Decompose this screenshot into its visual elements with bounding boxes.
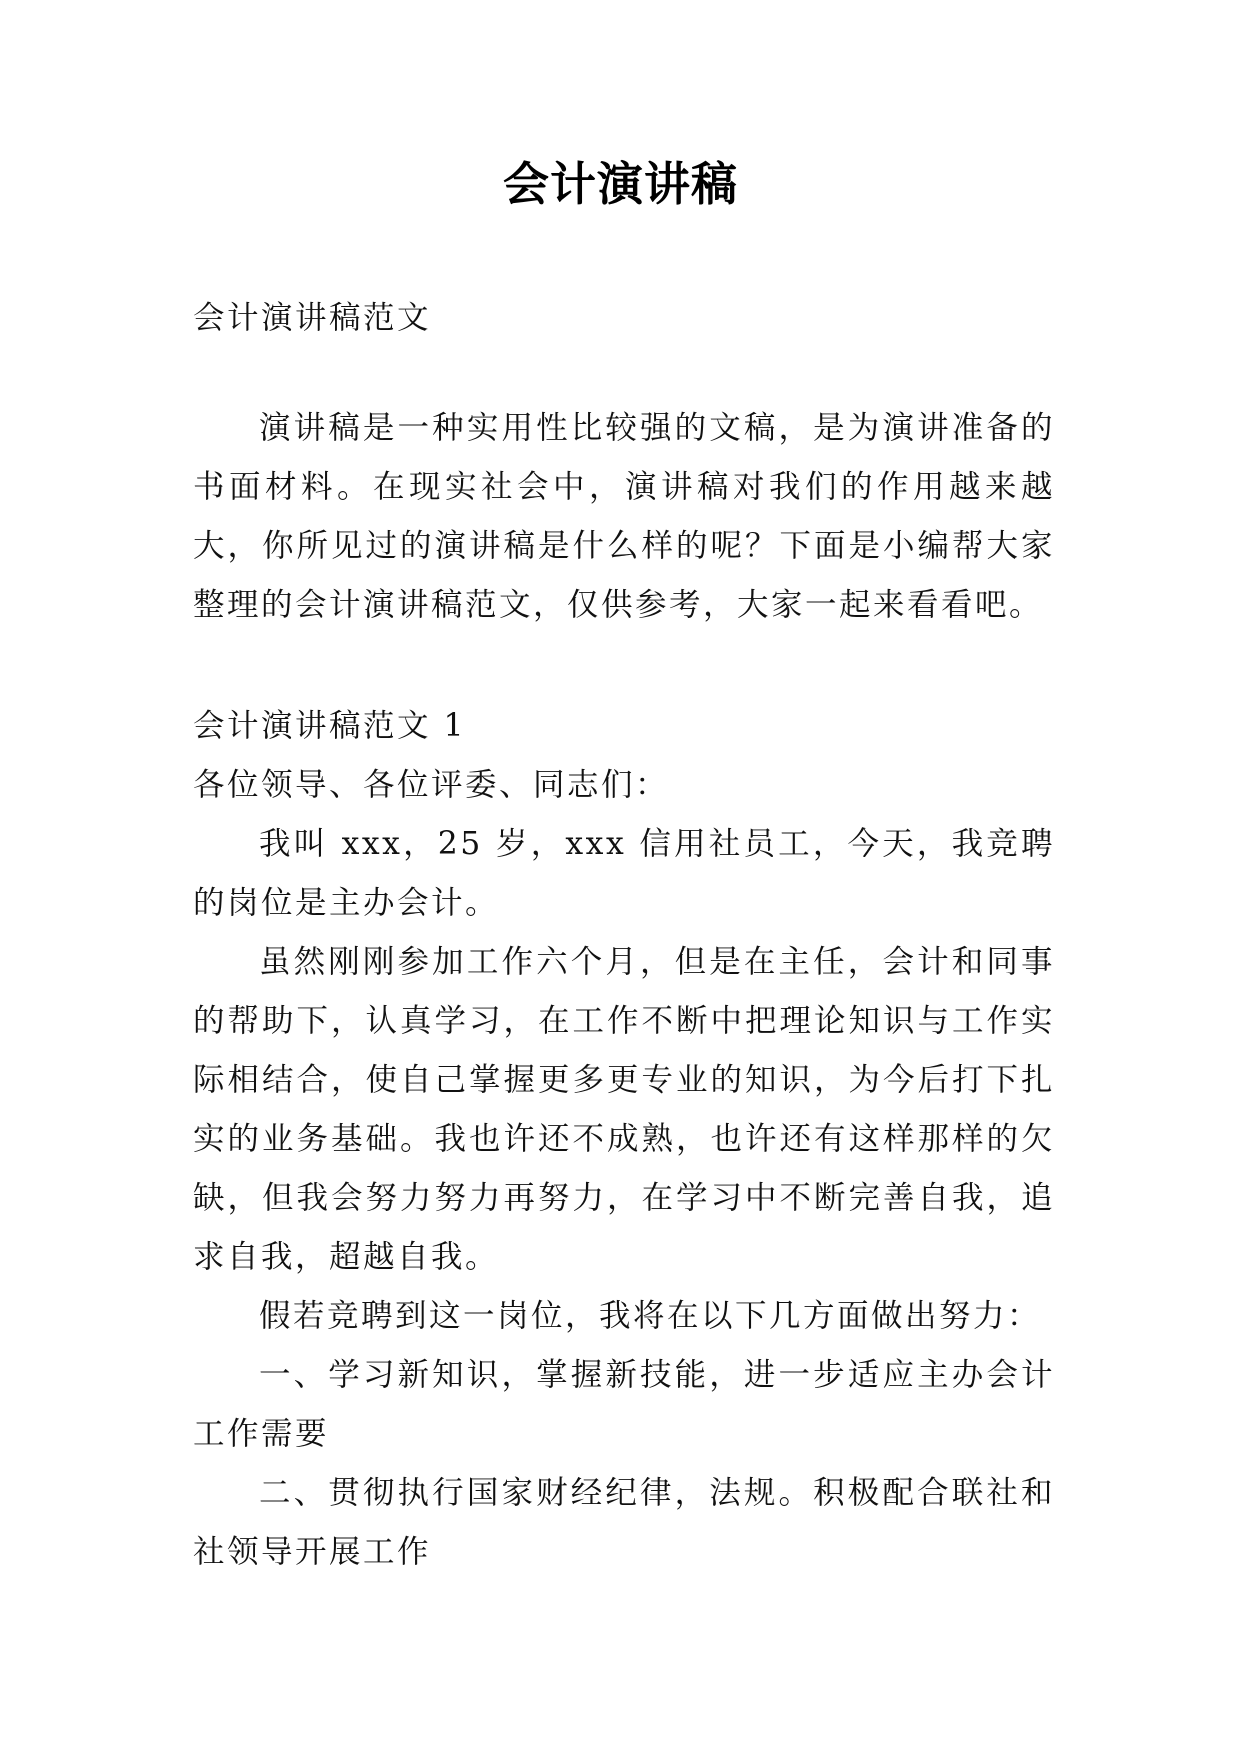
paragraph: 二、贯彻执行国家财经纪律，法规。积极配合联社和社领导开展工作 xyxy=(193,1475,1055,1570)
paragraph: 一、学习新知识，掌握新技能，进一步适应主办会计工作需要 xyxy=(193,1357,1055,1452)
section-heading: 会计演讲稿范文 1 xyxy=(193,708,467,744)
intro-paragraph xyxy=(193,399,1055,635)
intro-text: 演讲稿是一种实用性比较强的文稿，是为演讲准备的书面材料。在现实社会中，演讲稿对我们的作用越来越大，你所见过的演讲稿是什么样的呢？下面是小编帮大家整理的会计演讲稿范文，仅供参考，大家一起来看看吧。 xyxy=(193,410,1055,623)
subtitle-text: 会计演讲稿范文 xyxy=(193,300,432,336)
document-title: 会计演讲稿 xyxy=(503,157,738,211)
speech-section xyxy=(193,697,1055,1582)
salutation: 各位领导、各位评委、同志们： xyxy=(193,767,670,803)
document-subtitle xyxy=(193,289,1055,348)
paragraph: 我叫 xxx，25 岁，xxx 信用社员工，今天，我竞聘的岗位是主办会计。 xyxy=(193,826,1055,921)
paragraph: 虽然刚刚参加工作六个月，但是在主任，会计和同事的帮助下，认真学习，在工作不断中把理论知识与工作实际相结合，使自己掌握更多更专业的知识，为今后打下扎实的业务基础。我也许还不成熟，也许还有这样那样的欠缺，但我会努力努力再努力，在学习中不断完善自我，追求自我，超越自我。 xyxy=(193,944,1055,1275)
paragraph: 假若竞聘到这一岗位，我将在以下几方面做出努力： xyxy=(259,1298,1042,1334)
